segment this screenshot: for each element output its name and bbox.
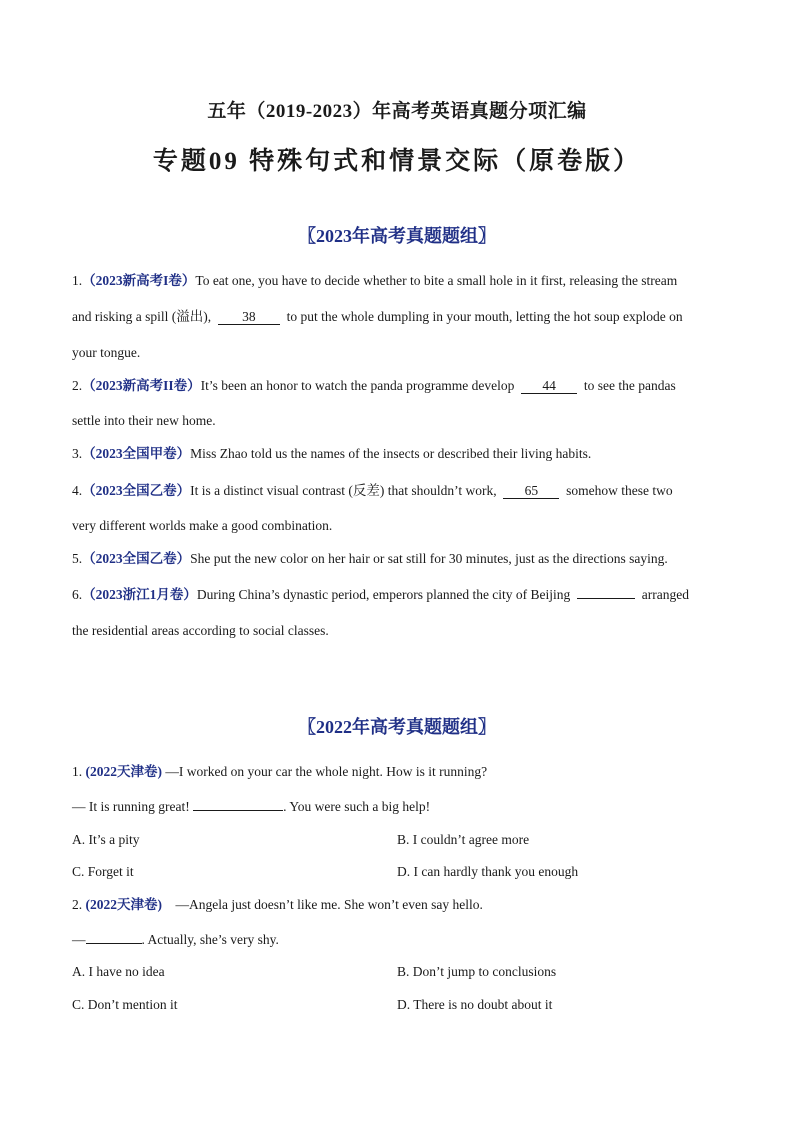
question-2023-2-line-1 [72,377,676,395]
question-2023-4-line-1 [72,482,673,500]
question-number: 1. [72,273,83,288]
question-source: (2022天津卷) [85,897,162,912]
question-text: She put the new color on her hair or sat still for 30 minutes, just as the directions saying. [190,551,668,566]
question-number: 6. [72,587,83,602]
answer-blank[interactable] [577,598,635,599]
question-text: . Actually, she’s very shy. [141,932,279,947]
question-2022-1-line-1 [72,763,487,781]
question-2023-2-line-2: settle into their new home. [72,413,216,428]
question-2023-1-line-2 [72,308,683,326]
answer-blank[interactable] [193,810,283,811]
question-2023-6-line-1 [72,586,689,604]
answer-blank[interactable]: 44 [521,378,577,394]
question-source: （2023全国乙卷） [82,483,191,498]
question-2022-1-line-2 [72,798,430,816]
document-subtitle: 专题09 特殊句式和情景交际（原卷版） [152,148,642,175]
section-heading-2023: 〖2023年高考真题题组〗 [298,226,496,246]
question-source: （2023新高考I卷） [82,273,196,288]
question-source: （2023全国乙卷） [82,551,191,566]
question-number: 3. [72,446,83,461]
question-2022-2-line-1 [72,896,483,914]
section-heading-2022: 〖2022年高考真题题组〗 [298,717,496,737]
question-text: To eat one, you have to decide whether to bite a small hole in it first, releasing the stream [195,273,678,288]
question-text: Miss Zhao told us the names of the insects or described their living habits. [190,446,592,461]
option-b[interactable]: B. I couldn’t agree more [397,832,530,847]
question-text: —I worked on your car the whole night. How is it running? [165,764,488,779]
question-source: （2023全国甲卷） [82,446,191,461]
question-text: During China’s dynastic period, emperors planned the city of Beijing [196,587,571,602]
question-number: 1. [72,764,83,779]
question-text: arranged [641,587,690,602]
question-number: 4. [72,483,83,498]
option-c[interactable]: C. Don’t mention it [72,997,178,1012]
option-a[interactable]: A. It’s a pity [72,832,140,847]
question-source: （2023新高考II卷） [82,378,201,393]
question-number: 2. [72,378,83,393]
question-source: (2022天津卷) [85,764,162,779]
question-text: It’s been an honor to watch the panda programme develop [200,378,515,393]
question-text: It is a distinct visual contrast (反差) that shouldn’t work, [190,483,497,498]
answer-blank[interactable]: 38 [218,309,280,325]
question-text: — [72,932,86,947]
question-text: somehow these two [566,483,673,498]
question-2023-5 [72,550,668,568]
option-b[interactable]: B. Don’t jump to conclusions [397,964,557,979]
question-source: （2023浙江1月卷） [82,587,197,602]
question-2023-3 [72,445,591,463]
answer-blank[interactable] [86,943,142,944]
question-number: 5. [72,551,83,566]
question-text: — It is running great! [72,799,190,814]
option-d[interactable]: D. There is no doubt about it [397,997,553,1012]
question-text: and risking a spill (溢出), [72,309,212,324]
question-2023-1-line-1 [72,272,677,290]
document-title: 五年（2019-2023）年高考英语真题分项汇编 [207,101,587,122]
question-number: 2. [72,897,83,912]
question-2022-2-line-2 [72,931,279,949]
question-text: to put the whole dumpling in your mouth, letting the hot soup explode on [286,309,683,324]
option-d[interactable]: D. I can hardly thank you enough [397,864,579,879]
question-2023-1-line-3: your tongue. [72,345,141,360]
question-2023-6-line-2: the residential areas according to social classes. [72,623,329,638]
option-a[interactable]: A. I have no idea [72,964,165,979]
option-c[interactable]: C. Forget it [72,864,134,879]
question-text: . You were such a big help! [283,799,431,814]
answer-blank[interactable]: 65 [503,483,559,499]
question-text: —Angela just doesn’t like me. She won’t even say hello. [175,897,483,912]
question-2023-4-line-2: very different worlds make a good combination. [72,518,333,533]
question-text: to see the pandas [583,378,676,393]
